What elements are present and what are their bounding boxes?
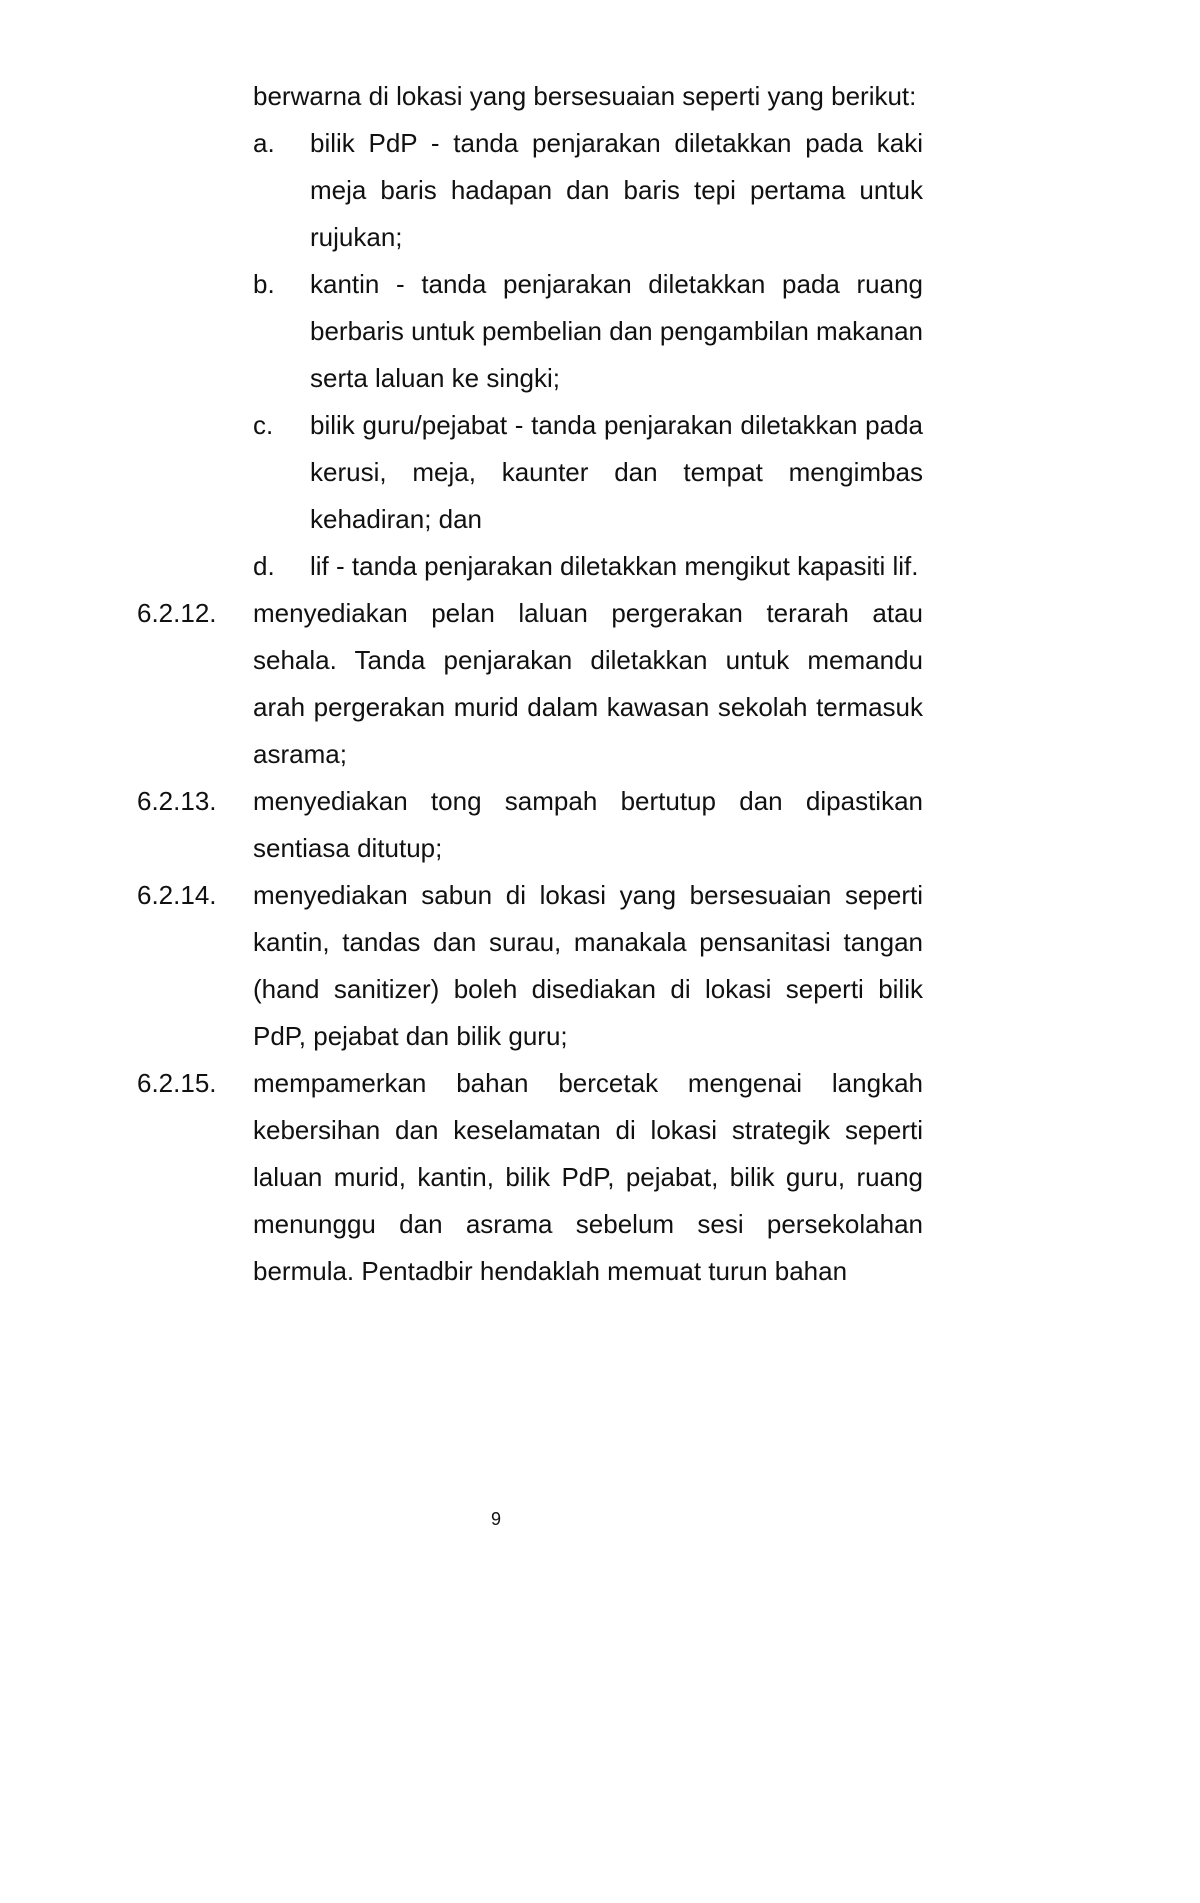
section-6-2-15 [137,1060,923,1295]
section-text: mempamerkan bahan bercetak mengenai langkah kebersihan dan keselamatan di lokasi strategik seperti laluan murid, kantin, bilik PdP, pejabat, bilik guru, ruang menunggu dan asrama sebelum sesi persekolahan bermula. Pentadbir hendaklah memuat turun bahan [253,1068,923,1286]
section-text: menyediakan pelan laluan pergerakan terarah atau sehala. Tanda penjarakan diletakkan untuk memandu arah pergerakan murid dalam kawasan sekolah termasuk asrama; [253,598,923,769]
list-item-text: bilik guru/pejabat - tanda penjarakan diletakkan pada kerusi, meja, kaunter dan tempat mengimbas kehadiran; dan [310,410,923,534]
list-item-text: kantin - tanda penjarakan diletakkan pada ruang berbaris untuk pembelian dan pengambilan makanan serta laluan ke singki; [310,269,923,393]
section-6-2-13 [137,778,923,872]
section-number: 6.2.13. [137,786,217,816]
section-text: menyediakan tong sampah bertutup dan dipastikan sentiasa ditutup; [253,786,923,863]
list-letter: c. [253,410,274,440]
section-number: 6.2.14. [137,880,217,910]
intro-text: berwarna di lokasi yang bersesuaian seperti yang berikut: [253,81,917,111]
list-item-a [137,120,923,261]
intro-paragraph [137,73,923,120]
page-body-text [137,73,923,1295]
list-item-text: bilik PdP - tanda penjarakan diletakkan pada kaki meja baris hadapan dan baris tepi pertama untuk rujukan; [310,128,923,252]
list-letter: a. [253,128,275,158]
section-number: 6.2.12. [137,598,217,628]
section-number: 6.2.15. [137,1068,217,1098]
list-letter: b. [253,269,275,299]
list-item-c [137,402,923,543]
section-6-2-14 [137,872,923,1060]
list-item-d [137,543,923,590]
section-6-2-12 [137,590,923,778]
page-number: 9 [490,1509,501,1529]
list-item-b [137,261,923,402]
section-text: menyediakan sabun di lokasi yang bersesuaian seperti kantin, tandas dan surau, manakala pensanitasi tangan (hand sanitizer) boleh disediakan di lokasi seperti bilik PdP, pejabat dan bilik guru; [253,880,923,1051]
list-item-text: lif - tanda penjarakan diletakkan mengikut kapasiti lif. [310,551,919,581]
list-letter: d. [253,551,275,581]
